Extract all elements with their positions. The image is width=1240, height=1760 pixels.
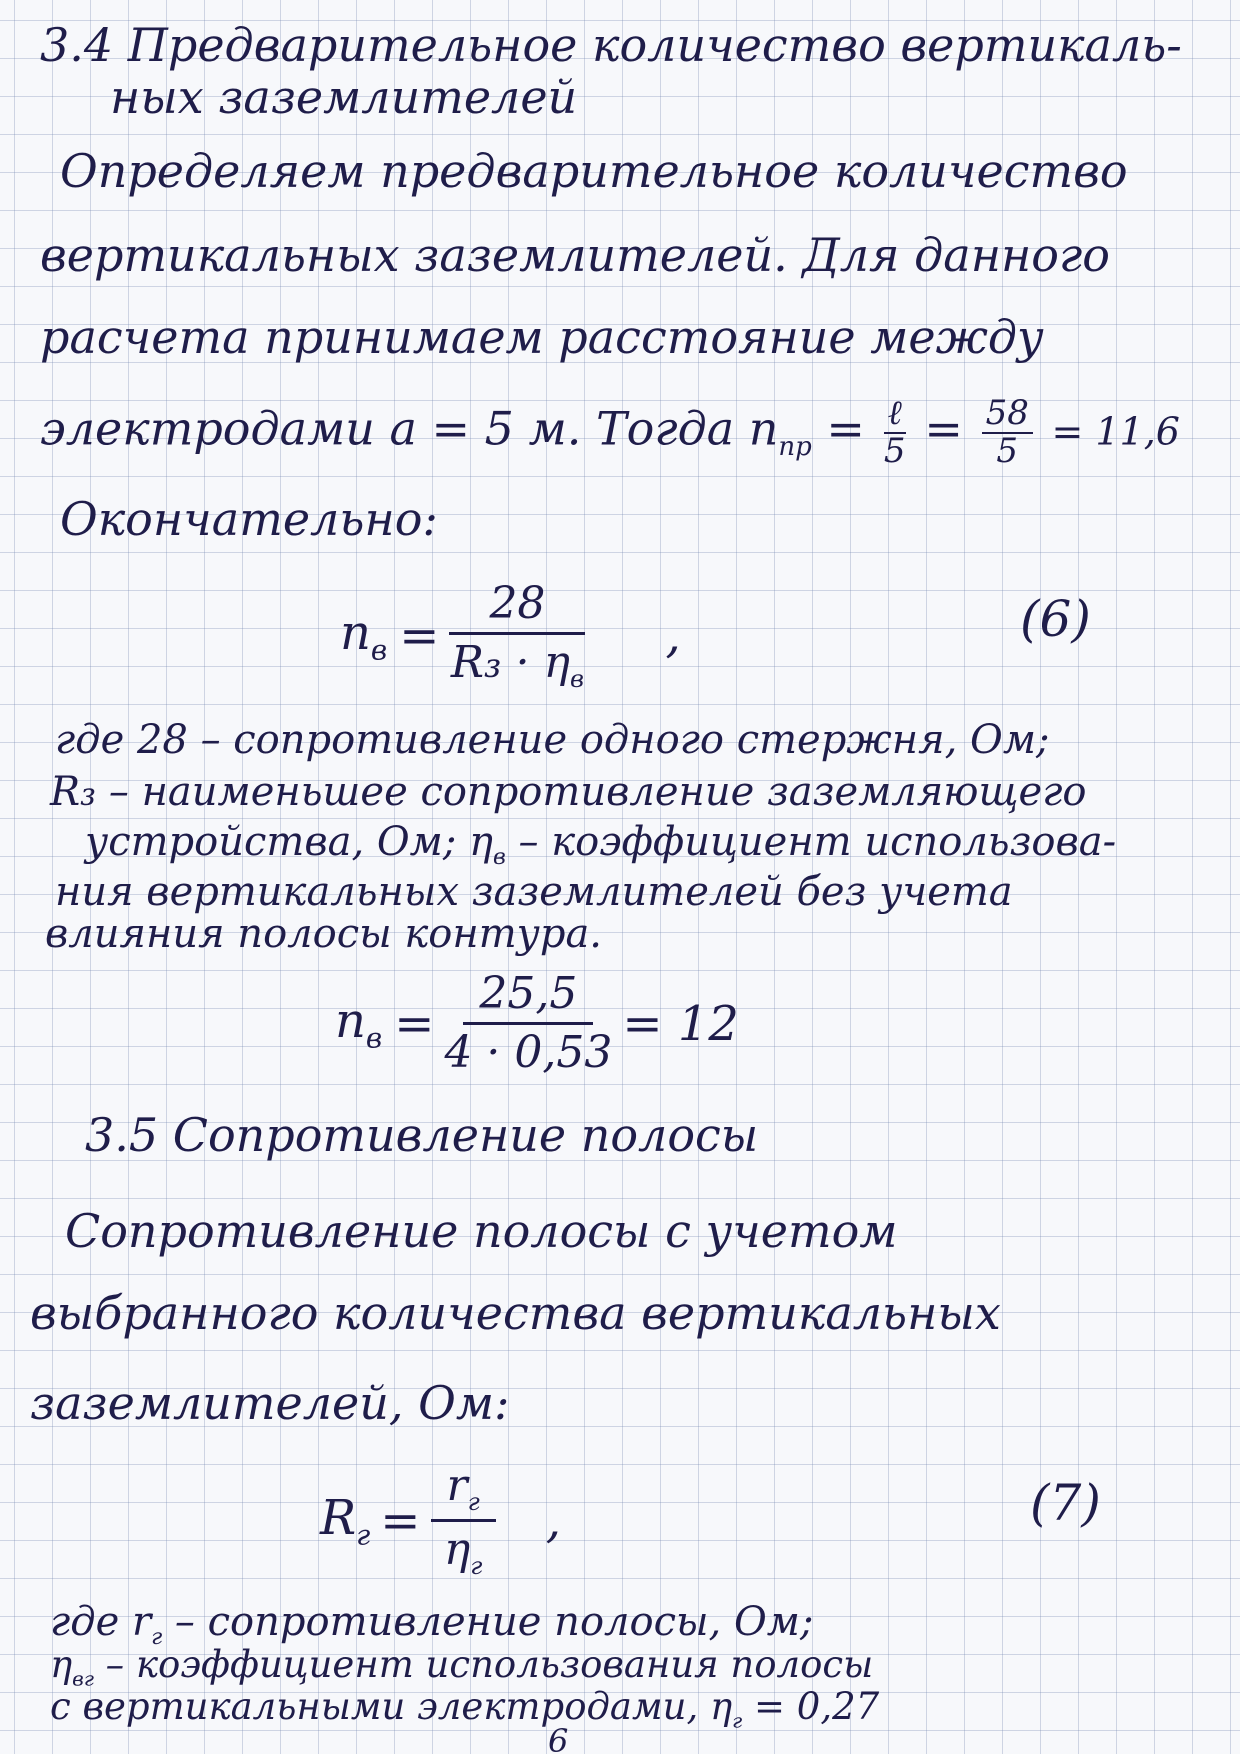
formula6-den-sub: в bbox=[570, 665, 584, 694]
fraction-l-over-5 bbox=[883, 393, 906, 471]
where2-line2-text: η bbox=[50, 1643, 73, 1686]
where2-line1 bbox=[50, 1599, 814, 1650]
formula7-comma: , bbox=[545, 1492, 561, 1549]
eta-sub-vg: вг bbox=[72, 1666, 94, 1691]
formula-6 bbox=[340, 580, 681, 693]
formula7-denominator bbox=[444, 1522, 483, 1579]
para1-line4-text: электродами a = 5 м. Тогда n bbox=[40, 401, 779, 456]
eta-sub-g: г bbox=[732, 1708, 743, 1733]
formula7-fraction bbox=[431, 1462, 496, 1579]
para1-result: = 11,6 bbox=[1051, 409, 1180, 454]
para2-line2: выбранного количества вертикальных bbox=[30, 1286, 1001, 1340]
where1-line3 bbox=[85, 819, 1117, 870]
where2-line1-rest: – сопротивление полосы, Ом; bbox=[162, 1599, 814, 1645]
calc-nv-fraction bbox=[444, 970, 612, 1078]
formula6-numerator: 28 bbox=[449, 580, 585, 635]
calc-nv-denominator: 4 · 0,53 bbox=[444, 1027, 613, 1079]
formula-7 bbox=[320, 1462, 561, 1579]
formula7-num-symbol: r bbox=[446, 1460, 468, 1511]
calc-nv-lhs-symbol: n bbox=[335, 993, 366, 1050]
where1-line2: R₃ – наименьшее сопротивление заземляющего bbox=[50, 769, 1087, 815]
equals-sign: = bbox=[811, 401, 880, 456]
equation-number-6: (6) bbox=[1020, 590, 1091, 648]
where2-line2-rest: – коэффициент использования полосы bbox=[93, 1643, 874, 1686]
where2-line1-text: где r bbox=[50, 1599, 152, 1645]
formula6-equals: = bbox=[399, 608, 440, 665]
n-sub-pr: пр bbox=[778, 431, 812, 462]
where2-line3 bbox=[50, 1685, 880, 1733]
where2-line3-text: с вертикальными электродами, η bbox=[50, 1685, 733, 1728]
where2-line2 bbox=[50, 1643, 874, 1691]
formula6-lhs-symbol: n bbox=[340, 605, 371, 662]
eta-sub-v: в bbox=[493, 845, 506, 870]
section-heading-3-4-cont bbox=[110, 70, 578, 124]
formula7-num-sub: г bbox=[467, 1487, 480, 1516]
calc-nv-equals: = bbox=[394, 995, 435, 1052]
where1-line4: ния вертикальных заземлителей без учета bbox=[55, 869, 1013, 915]
para2-line3: заземлителей, Ом: bbox=[30, 1376, 510, 1430]
para1-line1: Определяем предварительное количество bbox=[60, 144, 1128, 198]
fraction-l-num: ℓ bbox=[884, 396, 906, 434]
formula7-lhs bbox=[320, 1490, 370, 1552]
formula6-den-text: R₃ · η bbox=[450, 637, 570, 689]
fraction-58-num: 58 bbox=[982, 396, 1033, 434]
formula7-numerator bbox=[431, 1462, 496, 1522]
fraction-58-over-5 bbox=[982, 393, 1033, 471]
para2-line1: Сопротивление полосы с учетом bbox=[65, 1204, 898, 1258]
calc-nv-result: = 12 bbox=[622, 995, 739, 1052]
fraction-l-den: 5 bbox=[883, 430, 906, 471]
heading-line-2: ных заземлителей bbox=[110, 70, 578, 124]
formula6-fraction bbox=[449, 580, 585, 693]
where1-line3-text: устройства, Ом; η bbox=[85, 819, 493, 865]
equals-sign-2: = bbox=[924, 401, 963, 456]
formula7-lhs-sub: г bbox=[356, 1518, 371, 1552]
formula7-den-sub: г bbox=[470, 1551, 483, 1580]
where2-line3-rest: = 0,27 bbox=[742, 1685, 880, 1728]
calc-nv bbox=[335, 970, 739, 1078]
where1-line1: где 28 – сопротивление одного стержня, Ом; bbox=[55, 717, 1050, 763]
equation-number-7: (7) bbox=[1030, 1474, 1101, 1532]
calc-nv-lhs bbox=[335, 993, 382, 1055]
formula7-lhs-symbol: R bbox=[320, 1489, 357, 1546]
calc-nv-numerator: 25,5 bbox=[463, 970, 593, 1025]
formula7-den-symbol: η bbox=[443, 1524, 471, 1576]
r-sub-g: г bbox=[151, 1625, 163, 1650]
formula6-lhs bbox=[340, 605, 387, 667]
where1-line3-rest: – коэффициент использова- bbox=[505, 819, 1117, 865]
fraction-58-den: 5 bbox=[996, 430, 1019, 471]
para1-line5: Окончательно: bbox=[60, 492, 438, 546]
formula6-denominator bbox=[451, 635, 584, 692]
para1-line3: расчета принимаем расстояние между bbox=[40, 310, 1044, 364]
formula6-comma: , bbox=[665, 608, 681, 665]
formula6-lhs-sub: в bbox=[370, 634, 388, 668]
para1-line4 bbox=[40, 393, 1180, 471]
section-heading-3-5: 3.5 Сопротивление полосы bbox=[85, 1108, 759, 1162]
para1-line2: вертикальных заземлителей. Для данного bbox=[40, 228, 1110, 282]
page-number: 6 bbox=[548, 1722, 569, 1760]
section-heading-3-4 bbox=[40, 18, 1182, 72]
heading-line-1: 3.4 Предварительное количество вертикаль- bbox=[40, 18, 1182, 72]
calc-nv-lhs-sub: в bbox=[365, 1021, 383, 1055]
formula7-equals: = bbox=[380, 1492, 421, 1549]
where1-line5: влияния полосы контура. bbox=[45, 911, 603, 957]
